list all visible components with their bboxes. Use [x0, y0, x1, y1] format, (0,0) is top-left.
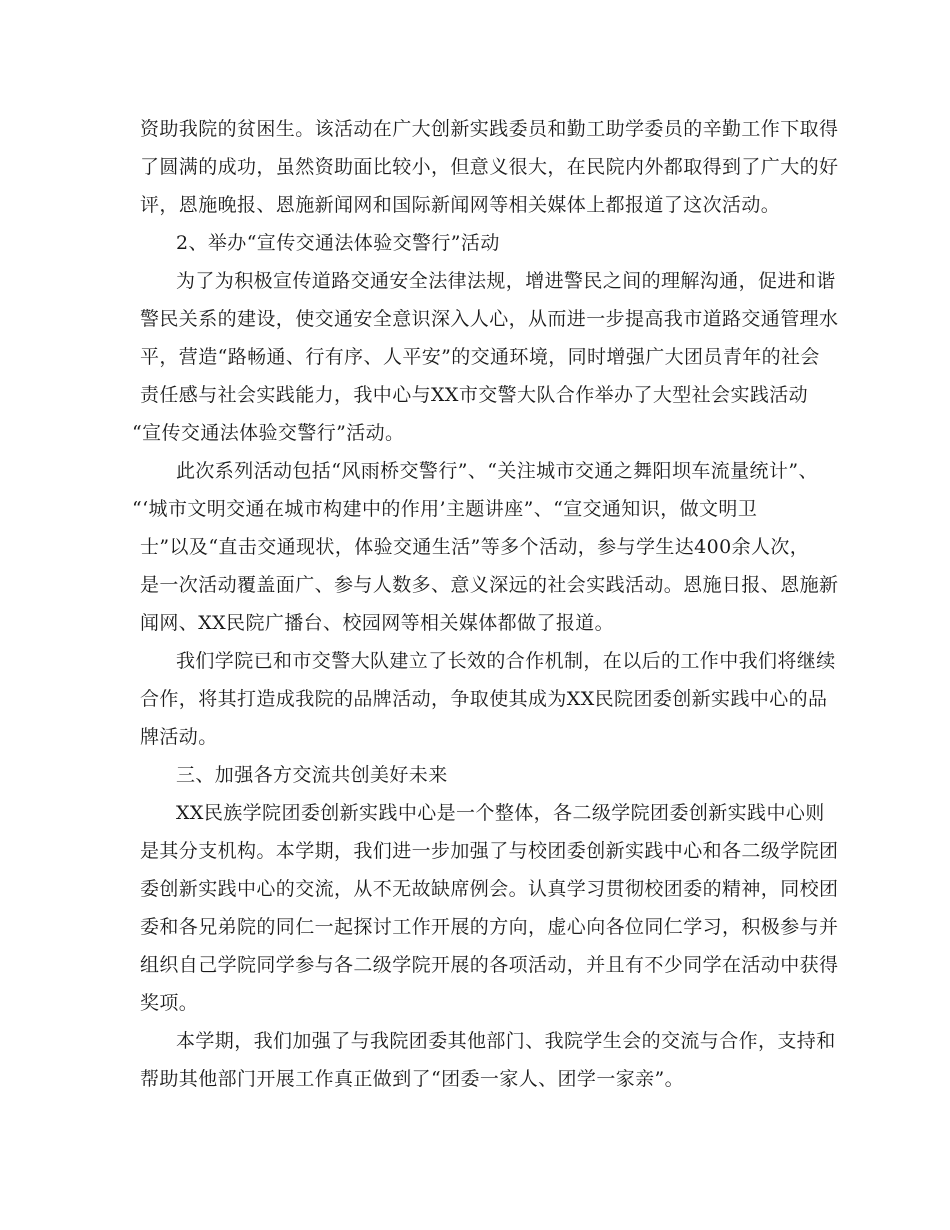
- section-heading: 三、加强各方交流共创美好未来: [176, 764, 448, 786]
- paragraph-line: 为了为积极宣传道路交通安全法律法规，增进警民之间的理解沟通，促进和谐: [176, 270, 836, 292]
- paragraph-line: 是一次活动覆盖面广、参与人数多、意义深远的社会实践活动。恩施日报、恩施新: [140, 574, 839, 596]
- paragraph-line: 评，恩施晚报、恩施新闻网和国际新闻网等相关媒体上都报道了这次活动。: [140, 194, 781, 216]
- paragraph-line: 合作，将其打造成我院的品牌活动，争取使其成为XX民院团委创新实践中心的品: [140, 688, 828, 710]
- paragraph-line: 委创新实践中心的交流，从不无故缺席例会。认真学习贯彻校团委的精神，同校团: [140, 878, 839, 900]
- paragraph-line: 组织自己学院同学参与各二级学院开展的各项活动，并且有不少同学在活动中获得: [140, 954, 839, 976]
- section-heading: 2、举办“宣传交通法体验交警行”活动: [176, 232, 500, 254]
- paragraph-line: 闻网、XX民院广播台、校园网等相关媒体都做了报道。: [140, 612, 615, 634]
- paragraph-line: 奖项。: [140, 992, 199, 1014]
- paragraph-line: 责任感与社会实践能力，我中心与XX市交警大队合作举办了大型社会实践活动: [140, 384, 809, 406]
- paragraph-line: 士”以及“直击交通现状，体验交通生活”等多个活动，参与学生达400余人次，: [140, 536, 810, 558]
- paragraph-line: “宣传交通法体验交警行”活动。: [132, 422, 405, 444]
- paragraph-line: 平，营造“路畅通、行有序、人平安”的交通环境，同时增强广大团员青年的社会: [140, 346, 820, 368]
- paragraph-line: 资助我院的贫困生。该活动在广大创新实践委员和勤工助学委员的辛勤工作下取得: [140, 118, 839, 140]
- paragraph-line: “‘城市文明交通在城市构建中的作用’主题讲座”、“宣交通知识，做文明卫: [132, 498, 758, 520]
- paragraph-line: 牌活动。: [140, 726, 218, 748]
- paragraph-line: 我们学院已和市交警大队建立了长效的合作机制，在以后的工作中我们将继续: [176, 650, 836, 672]
- paragraph-line: 了圆满的成功，虽然资助面比较小，但意义很大，在民院内外都取得到了广大的好: [140, 156, 839, 178]
- paragraph-line: 是其分支机构。本学期，我们进一步加强了与校团委创新实践中心和各二级学院团: [140, 840, 839, 862]
- paragraph-line: XX民族学院团委创新实践中心是一个整体，各二级学院团委创新实践中心则: [176, 802, 825, 824]
- paragraph-line: 本学期，我们加强了与我院团委其他部门、我院学生会的交流与合作，支持和: [176, 1030, 836, 1052]
- paragraph-line: 警民关系的建设，使交通安全意识深入人心，从而进一步提高我市道路交通管理水: [140, 308, 839, 330]
- paragraph-line: 帮助其他部门开展工作真正做到了“团委一家人、团学一家亲”。: [140, 1068, 685, 1090]
- paragraph-line: 委和各兄弟院的同仁一起探讨工作开展的方向，虚心向各位同仁学习，积极参与并: [140, 916, 839, 938]
- paragraph-line: 此次系列活动包括“风雨桥交警行”、“关注城市交通之舞阳坝车流量统计”、: [176, 460, 818, 482]
